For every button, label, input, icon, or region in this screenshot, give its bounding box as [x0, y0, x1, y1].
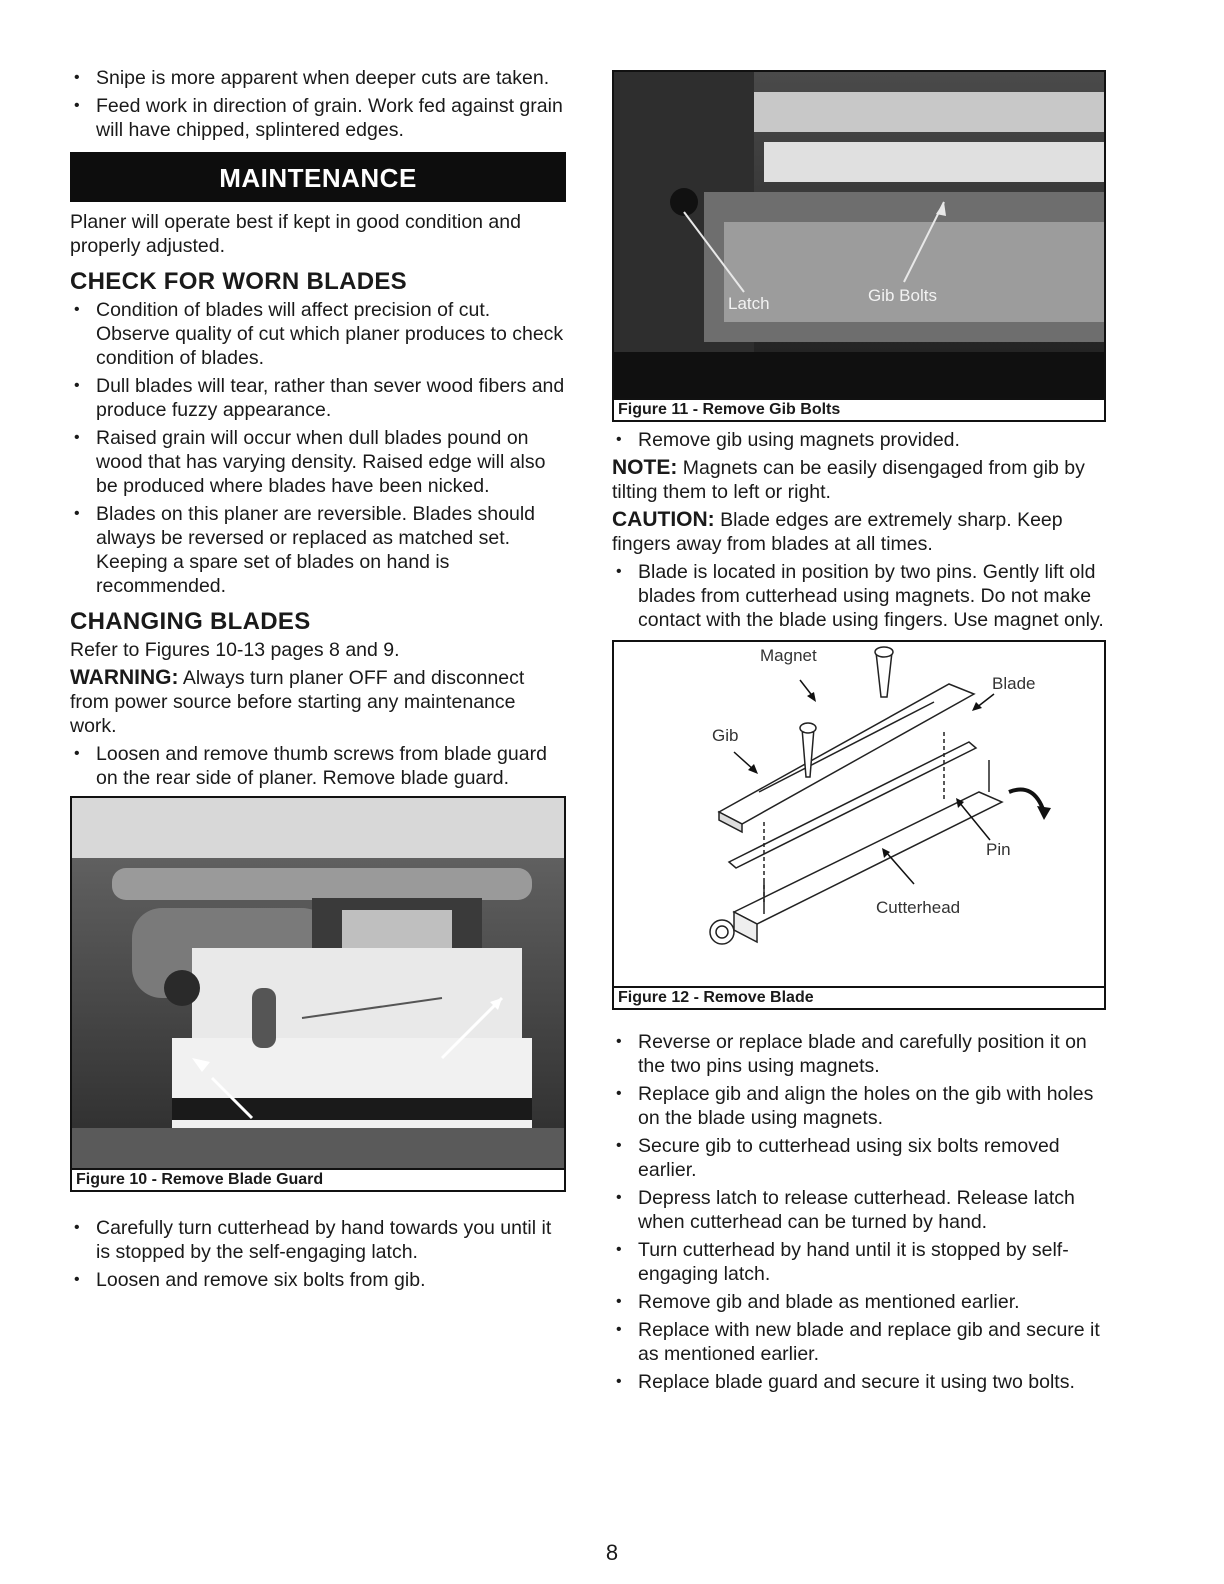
gib-label: Gib [712, 726, 739, 745]
check-worn-blades-heading: CHECK FOR WORN BLADES [70, 268, 407, 295]
blade-guard-photo [72, 798, 564, 1168]
refer-text: Refer to Figures 10-13 pages 8 and 9. [70, 639, 400, 661]
caution-text: Blade edges are extremely sharp. Keep fingers away from blades at all times. [612, 509, 1063, 555]
list-item: • Condition of blades will affect precision of cut. Observe quality of cut which planer produces to check condition of blades. [70, 298, 566, 370]
list-item: • Replace with new blade and replace gib and secure it as mentioned earlier. [612, 1318, 1108, 1366]
intro-list [70, 66, 566, 142]
note-text: Magnets can be easily disengaged from gib by tilting them to left or right. [612, 457, 1085, 503]
list-item: • Reverse or replace blade and carefully position it on the two pins using magnets. [612, 1030, 1108, 1078]
list-item: • Replace gib and align the holes on the gib with holes on the blade using magnets. [612, 1082, 1108, 1130]
worn-blades-list [70, 298, 566, 598]
list-item: • Raised grain will occur when dull blades pound on wood that has varying density. Raised edge will also be produced where blades have been nicked. [70, 426, 566, 498]
list-item: • Turn cutterhead by hand until it is stopped by self-engaging latch. [612, 1238, 1108, 1286]
list-item: • Carefully turn cutterhead by hand towards you until it is stopped by the self-engaging latch. [70, 1216, 566, 1264]
warning-text: Always turn planer OFF and disconnect from power source before starting any maintenance work. [70, 667, 525, 737]
figure-12 [612, 640, 1106, 1010]
figure-10 [70, 796, 566, 1192]
gib-bolts-photo [614, 72, 1104, 398]
list-item: • Remove gib using magnets provided. [612, 428, 1108, 452]
list-item: • Feed work in direction of grain. Work fed against grain will have chipped, splintered edges. [70, 94, 566, 142]
magnet-label: Magnet [760, 646, 817, 665]
caution-paragraph [612, 508, 1108, 556]
remove-gib-list [612, 428, 1108, 452]
figure-10-caption: Figure 10 - Remove Blade Guard [72, 1168, 564, 1190]
pin-label: Pin [986, 840, 1011, 859]
list-item: • Blades on this planer are reversible. Blades should always be reversed or replaced as matched set. Keeping a spare set of blades on hand is recommended. [70, 502, 566, 598]
list-item: • Replace blade guard and secure it using two bolts. [612, 1370, 1108, 1394]
changing-blades-heading: CHANGING BLADES [70, 608, 311, 635]
warning-paragraph [70, 666, 566, 738]
page-number: 8 [605, 1540, 619, 1565]
figure-11-caption: Figure 11 - Remove Gib Bolts [614, 398, 1104, 420]
list-item: • Depress latch to release cutterhead. Release latch when cutterhead can be turned by hand. [612, 1186, 1108, 1234]
list-item: • Loosen and remove six bolts from gib. [70, 1268, 566, 1292]
warning-lead: WARNING: [70, 666, 179, 689]
maintenance-intro: Planer will operate best if kept in good condition and properly adjusted. [70, 211, 521, 257]
gib-bolts-label: Gib Bolts [868, 286, 937, 305]
list-item: • Snipe is more apparent when deeper cuts are taken. [70, 66, 566, 90]
replace-blade-list [612, 1030, 1108, 1394]
right-column [612, 70, 1108, 1398]
latch-label: Latch [728, 294, 770, 313]
blade-label: Blade [992, 674, 1036, 693]
list-item: • Blade is located in position by two pins. Gently lift old blades from cutterhead using magnets. Do not make contact with the blade using fingers. Use magnet only. [612, 560, 1108, 632]
list-item: • Loosen and remove thumb screws from blade guard on the rear side of planer. Remove blade guard. [70, 742, 566, 790]
after-figure-10-list [70, 1216, 566, 1292]
caution-lead: CAUTION: [612, 508, 715, 531]
list-item: • Remove gib and blade as mentioned earlier. [612, 1290, 1108, 1314]
list-item: • Secure gib to cutterhead using six bolts removed earlier. [612, 1134, 1108, 1182]
note-paragraph [612, 456, 1108, 504]
blade-pins-list [612, 560, 1108, 632]
list-item: • Dull blades will tear, rather than sever wood fibers and produce fuzzy appearance. [70, 374, 566, 422]
figure-12-caption: Figure 12 - Remove Blade [614, 986, 1104, 1008]
changing-blades-list [70, 742, 566, 790]
figure-11 [612, 70, 1106, 422]
cutterhead-label: Cutterhead [876, 898, 961, 917]
note-lead: NOTE: [612, 456, 678, 479]
maintenance-banner: MAINTENANCE [70, 152, 566, 202]
left-column [70, 66, 566, 1296]
